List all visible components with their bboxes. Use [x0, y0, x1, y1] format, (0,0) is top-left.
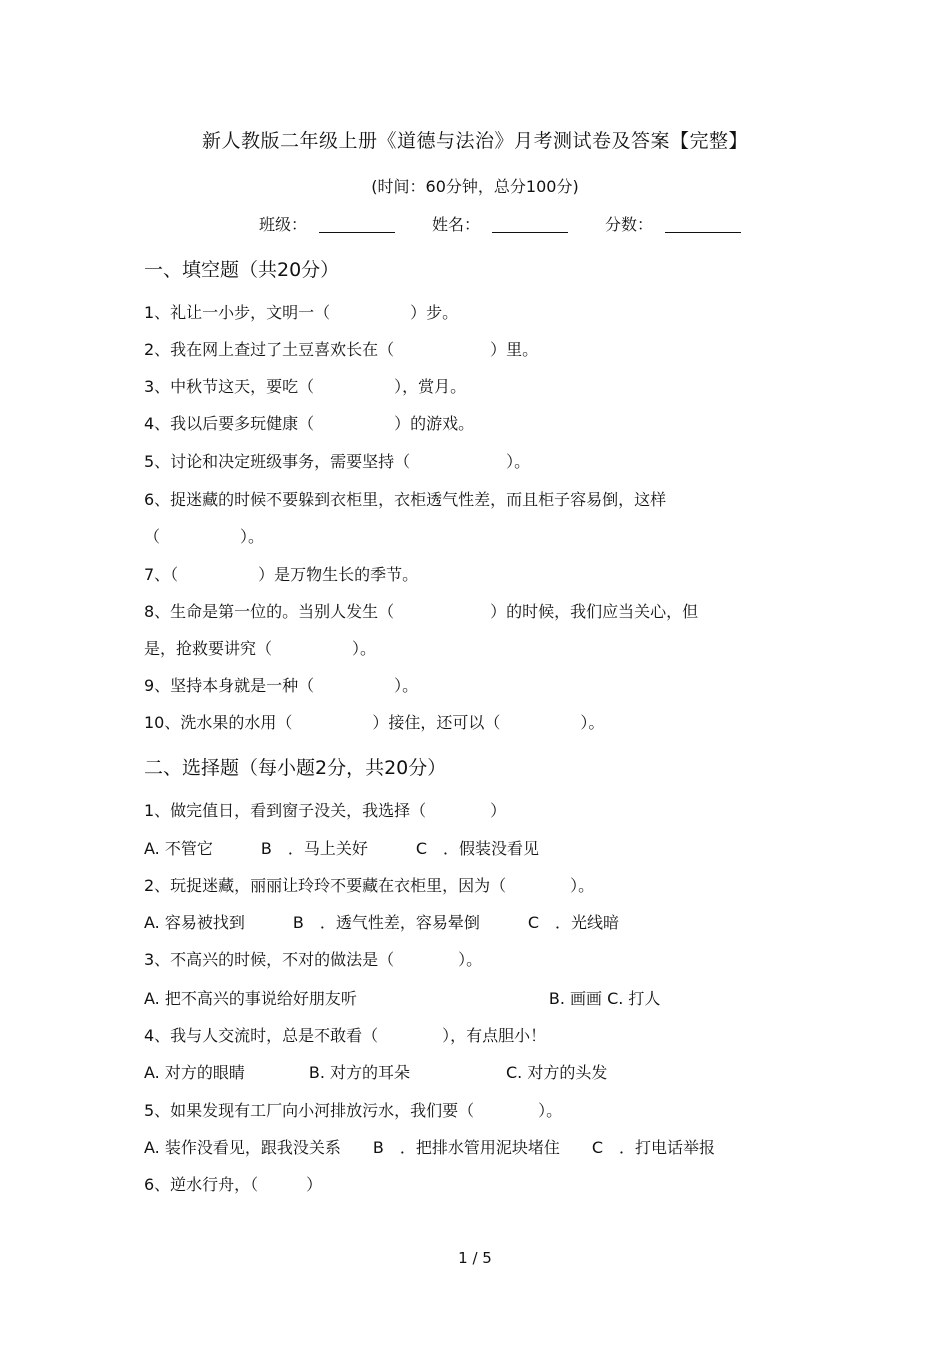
section-heading-choice: 二、选择题（每小题2分，共20分） — [144, 757, 447, 779]
section-heading-fill: 一、填空题（共20分） — [144, 259, 340, 281]
choice-question: 6、逆水行舟，（ ） — [144, 1175, 323, 1194]
fill-question: 1、礼让一小步，文明一（ ）步。 — [144, 303, 459, 322]
fill-question: 9、坚持本身就是一种（ ）。 — [144, 676, 419, 695]
fill-question-continued: （ ）。 — [144, 527, 265, 546]
score-field — [605, 212, 741, 235]
choice-options: A. 装作没看见，跟我没关系 B ．把排水管用泥块堵住 C ．打电话举报 — [144, 1138, 715, 1157]
fill-question: 7、（ ）是万物生长的季节。 — [144, 565, 419, 584]
fill-question: 4、我以后要多玩健康（ ）的游戏。 — [144, 414, 475, 433]
fill-question-continued: 是，抢救要讲究（ ）。 — [144, 639, 377, 658]
choice-question: 3、不高兴的时候，不对的做法是（ ）。 — [144, 950, 483, 969]
name-label: 姓名： — [432, 215, 481, 234]
choice-options: A. 容易被找到 B ．透气性差，容易晕倒 C ．光线暗 — [144, 913, 619, 932]
fill-question: 6、捉迷藏的时候不要躲到衣柜里，衣柜透气性差，而且柜子容易倒，这样 — [144, 490, 667, 509]
score-blank[interactable] — [665, 216, 741, 233]
fill-question: 3、中秋节这天，要吃（ ），赏月。 — [144, 377, 467, 396]
name-field — [432, 212, 568, 235]
class-blank[interactable] — [319, 216, 395, 233]
choice-options: A. 把不高兴的事说给好朋友听 B. 画画 C. 打人 — [144, 989, 661, 1008]
choice-question: 2、玩捉迷藏，丽丽让玲玲不要藏在衣柜里，因为（ ）。 — [144, 876, 595, 895]
fill-question: 5、讨论和决定班级事务，需要坚持（ ）。 — [144, 452, 531, 471]
score-label: 分数： — [605, 215, 654, 234]
fill-question: 10、洗水果的水用（ ）接住，还可以（ ）。 — [144, 713, 605, 732]
exam-info: (时间：60分钟，总分100分) — [371, 177, 579, 196]
page-number: 1 / 5 — [458, 1249, 492, 1267]
page-title: 新人教版二年级上册《道德与法治》月考测试卷及答案【完整】 — [201, 130, 748, 152]
class-label: 班级： — [259, 215, 308, 234]
choice-options: A. 不管它 B ．马上关好 C ．假装没看见 — [144, 839, 539, 858]
fill-question: 2、我在网上查过了土豆喜欢长在（ ）里。 — [144, 340, 539, 359]
name-blank[interactable] — [492, 216, 568, 233]
choice-question: 1、做完值日，看到窗子没关，我选择（ ） — [144, 801, 507, 820]
choice-options: A. 对方的眼睛 B. 对方的耳朵 C. 对方的头发 — [144, 1063, 608, 1082]
choice-question: 4、我与人交流时，总是不敢看（ ），有点胆小！ — [144, 1026, 547, 1045]
fill-question: 8、生命是第一位的。当别人发生（ ）的时候，我们应当关心，但 — [144, 602, 699, 621]
choice-question: 5、如果发现有工厂向小河排放污水，我们要（ ）。 — [144, 1101, 563, 1120]
class-field — [259, 212, 395, 235]
